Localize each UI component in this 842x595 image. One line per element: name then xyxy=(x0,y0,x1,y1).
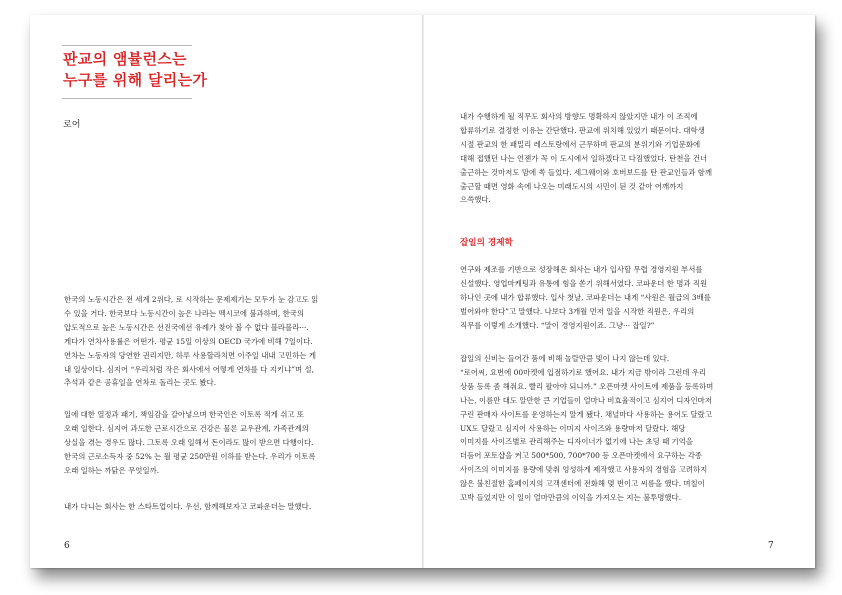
text-line: 게다가 연차사용률은 어떤가. 평균 15일 이상의 OECD 국가에 비해 7일이다. xyxy=(64,336,313,346)
text-line: 내가 다니는 회사는 한 스타트업이다. 우선, 함께해보자고 코파운더는 말했다. xyxy=(64,502,312,511)
text-line: 직무를 이렇게 소개했다. “말이 경영지원이죠. 그냥··· 잡일?” xyxy=(460,320,655,330)
text-line: 연차는 노동자의 당연한 권리지만, 하루 사용할라치면 이주일 내내 고민하는 게 xyxy=(64,350,316,360)
text-line: 내 일상이다. 심지어 “우리처럼 작은 회사에서 어떻게 연차를 다 지키냐”며 설, xyxy=(64,364,314,374)
page-gutter xyxy=(422,15,424,568)
text-line: 잡일의 신비는 들어간 품에 비해 놀랄만큼 빛이 나지 않는데 있다. xyxy=(460,354,670,363)
text-line: 내가 수행하게 될 직무도 회사의 방향도 명확하지 않았지만 내가 이 조직에 xyxy=(460,112,698,121)
text-line: 사이즈의 이미지를 용량에 맞춰 엉성하게 제작했고 사용자의 경험을 고려하지 xyxy=(460,465,708,475)
text-line: 나는, 이름만 대도 알만한 큰 기업들이 얼마나 비효율적이고 심지어 디자인마저 xyxy=(460,395,712,405)
title-top-rule xyxy=(62,45,192,46)
text-line: 시절 판교의 한 패밀리 레스토랑에서 근무하며 판교의 분위기와 기업문화에 xyxy=(460,139,701,149)
title-bottom-rule xyxy=(62,98,192,99)
page-number-right: 7 xyxy=(768,541,774,551)
page-number-left: 6 xyxy=(64,541,70,551)
text-line: 하나인 곳에 내가 합류했다. 입사 첫날, 코파운더는 내게 “사원은 월급의 3배를 xyxy=(460,292,711,302)
text-line: 상품 등록 좀 해줘요. 빨리 팔아야 되니까.” 오픈마켓 사이트에 제품을 등록하며 xyxy=(460,381,714,391)
text-line: 구린 판매자 사이트를 운영하는지 알게 됐다. 채널마다 사용하는 용어도 달랐고 xyxy=(460,409,712,419)
left-paragraph-1 xyxy=(64,293,318,390)
text-line: 한국의 노동시간은 전 세계 2위다, 로 시작하는 문제제기는 모두가 눈 감고도 읽 xyxy=(64,295,319,304)
text-line: 상실을 겪는 경우도 많다. 그토록 오래 일해서 돈이라도 많이 받으면 다행이다. xyxy=(64,437,314,447)
text-line: 으쓱했다. xyxy=(460,195,491,205)
text-line: 벌어와야 한다”고 말했다. 나보다 3개월 먼저 일을 시작한 직원은, 우리의 xyxy=(460,306,695,316)
text-line: 한국의 근로소득자 중 52% 는 월 평균 250만원 이하를 받는다. 우리가 이토록 xyxy=(64,451,316,461)
text-line: 출근할 때면 영화 속에 나오는 미래도시의 시민이 된 것 같아 어깨까지 xyxy=(460,181,684,191)
text-line: 오래 일하는 까닭은 무엇일까. xyxy=(64,465,160,475)
text-line: 대해 접했던 나는 언젠가 꼭 이 도시에서 일하겠다고 다짐했었다. 탄천을 건너 xyxy=(460,153,708,163)
text-line: 꼬박 들었지만 이 일이 얼마만큼의 이익을 가져오는 지는 불투명했다. xyxy=(460,493,682,503)
text-line: 일에 대한 열정과 패기, 책임감을 갈아넣으며 한국인은 이토록 적게 쉬고 또 xyxy=(64,410,305,419)
left-paragraph-2 xyxy=(64,408,316,478)
text-line: 합류하기로 결정한 이유는 간단했다. 판교에 위치해 있었기 때문이다. 대학생 xyxy=(460,125,705,135)
text-line: 연구와 제조를 기반으로 성장해온 회사는 내가 입사할 무렵 경영지원 부서를 xyxy=(460,265,703,274)
text-line: 압도적으로 높은 노동시간은 선진국에선 유례가 찾아 볼 수 없다 블라블라···. xyxy=(64,322,309,332)
text-line: “로어씨, 요번에 00마켓에 입점하기로 했어요. 내가 지금 밖이라 그런데 우리 xyxy=(460,367,707,377)
author-name: 로어 xyxy=(63,120,81,130)
text-line: 않은 불친절한 홈페이지의 고객센터에 전화해 몇 번이고 씨름을 했다. 며칠이 xyxy=(460,479,705,489)
text-line: 신설했다. 영업마케팅과 유통에 힘을 쏟기 위해서였다. 코파운더 한 명과 직원 xyxy=(460,278,708,288)
title-line: 판교의 앰뷸런스는 xyxy=(63,50,187,68)
title-line: 누구를 위해 달리는가 xyxy=(63,71,208,89)
article-title xyxy=(63,49,207,91)
text-line: UX도 달랐고 심지어 사용하는 이미지 사이즈와 용량마저 달랐다. 해당 xyxy=(460,423,686,433)
text-line: 출근하는 것마저도 맘에 쏙 들었다. 세그웨이와 호버보드를 탄 판교인들과 함께 xyxy=(460,167,712,177)
right-paragraph-3 xyxy=(460,352,713,505)
book-spread xyxy=(30,15,815,568)
left-paragraph-3 xyxy=(64,500,311,514)
text-line: 수 있을 거다. 한국보다 노동시간이 높은 나라는 멕시코에 불과하며, 한국의 xyxy=(64,308,305,318)
text-line: 오래 일한다. 심지어 과도한 근로시간으로 건강은 물론 교우관계, 가족관계의 xyxy=(64,423,309,433)
section-heading: 잡일의 경제학 xyxy=(460,238,513,248)
right-paragraph-1 xyxy=(460,110,712,207)
text-line: 이미지를 사이즈별로 관리해주는 디자이너가 없기에 나는 초딩 때 기억을 xyxy=(460,437,693,447)
text-line: 추석과 같은 공휴일을 연차로 돌리는 곳도 봤다. xyxy=(64,378,217,388)
text-line: 더듬어 포토샵을 켜고 500*500, 700*700 등 오픈마켓에서 요구하는 각종 xyxy=(460,451,703,461)
right-paragraph-2 xyxy=(460,263,711,333)
